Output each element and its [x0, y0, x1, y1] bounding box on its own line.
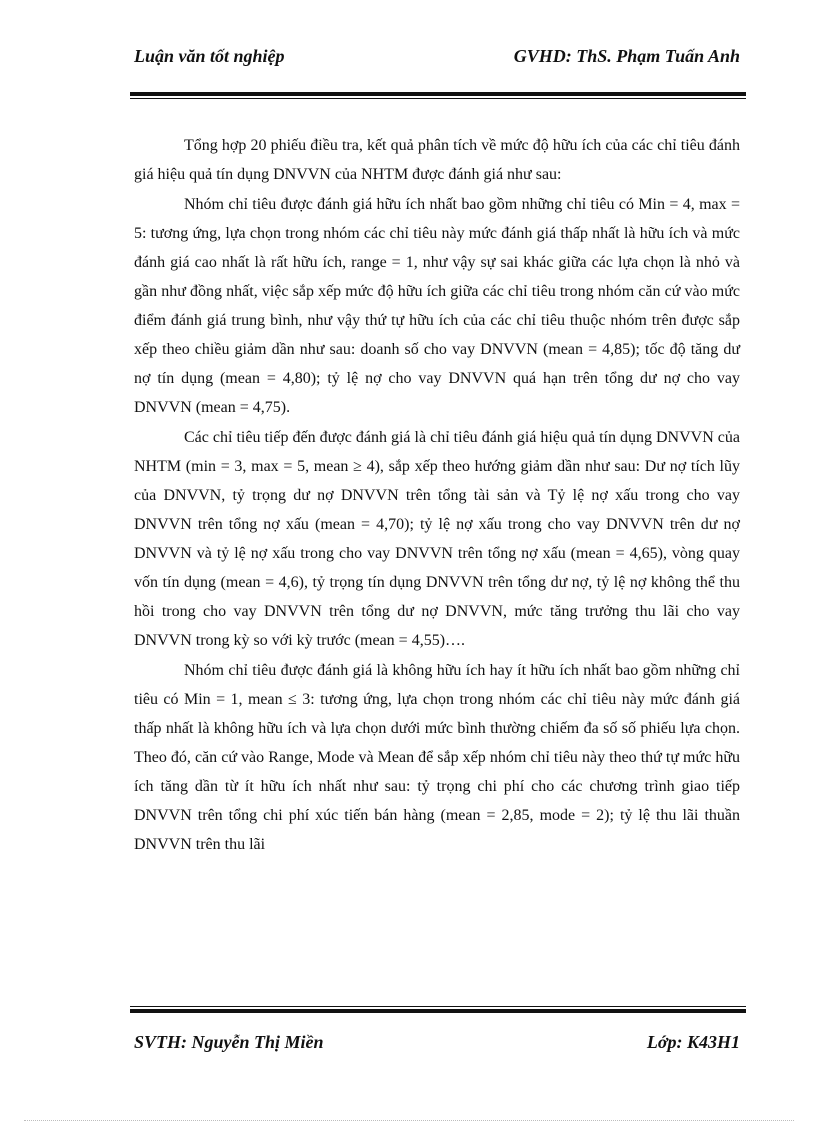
paragraph-3: Các chỉ tiêu tiếp đến được đánh giá là chỉ tiêu đánh giá hiệu quả tín dụng DNVVN của NHTM (min = 3, max = 5, mean ≥ 4), sắp xếp theo hướng giảm dần như sau: Dư nợ tích lũy của DNVVN, tỷ trọng dư nợ DNVVN trên tổng tài sản và Tỷ lệ nợ xấu trong cho vay DNVVN trên tổng nợ xấu (mean = 4,70); tỷ lệ nợ xấu trong cho vay DNVVN trên dư nợ DNVVN và tỷ lệ nợ xấu trong cho vay DNVVN trên tổng nợ xấu (mean = 4,65), vòng quay vốn tín dụng (mean = 4,6), tỷ trọng tín dụng DNVVN trên tổng dư nợ, tỷ lệ nợ không thể thu hồi trong cho vay DNVVN trên tổng dư nợ DNVVN, mức tăng trưởng thu lãi cho vay DNVVN trong kỳ so với kỳ trước (mean = 4,55)….	[134, 429, 740, 649]
footer-class: Lớp: K43H1	[646, 1032, 740, 1052]
footer-divider	[130, 1006, 746, 1013]
page-edge-dotted-line	[24, 1120, 794, 1121]
header-thesis-title: Luận văn tốt nghiệp	[134, 46, 285, 66]
page-header	[134, 46, 740, 76]
header-divider	[130, 92, 746, 99]
footer-student: SVTH: Nguyễn Thị Miền	[134, 1032, 324, 1052]
page-footer	[134, 1032, 740, 1062]
paragraph-2: Nhóm chỉ tiêu được đánh giá hữu ích nhất bao gồm những chỉ tiêu có Min = 4, max = 5: tương ứng, lựa chọn trong nhóm các chỉ tiêu này mức đánh giá thấp nhất là hữu ích và mức đánh giá cao nhất là rất hữu ích, range = 1, như vậy sự sai khác giữa các lựa chọn là nhỏ và gần như đồng nhất, việc sắp xếp mức độ hữu ích giữa các chỉ tiêu trong nhóm căn cứ vào mức điểm đánh giá trung bình, như vậy thứ tự hữu ích của các chỉ tiêu thuộc nhóm trên được sắp xếp theo chiều giảm dần như sau: doanh số cho vay DNVVN (mean = 4,85); tốc độ tăng dư nợ tín dụng (mean = 4,80); tỷ lệ nợ cho vay DNVVN quá hạn trên tổng dư nợ cho vay DNVVN (mean = 4,75).	[134, 196, 740, 416]
body-text	[134, 131, 740, 860]
paragraph-1: Tổng hợp 20 phiếu điều tra, kết quả phân tích về mức độ hữu ích của các chỉ tiêu đánh giá hiệu quả tín dụng DNVVN của NHTM được đánh giá như sau:	[134, 137, 740, 183]
header-supervisor: GVHD: ThS. Phạm Tuấn Anh	[513, 46, 740, 66]
paragraph-4: Nhóm chỉ tiêu được đánh giá là không hữu ích hay ít hữu ích nhất bao gồm những chỉ tiêu có Min = 1, mean ≤ 3: tương ứng, lựa chọn trong nhóm các chỉ tiêu này mức đánh giá thấp nhất là không hữu ích và lựa chọn dưới mức bình thường chiếm đa số số phiếu lựa chọn. Theo đó, căn cứ vào Range, Mode và Mean để sắp xếp nhóm chỉ tiêu này theo thứ tự mức hữu ích tăng dần từ ít hữu ích nhất như sau: tỷ trọng chi phí cho các chương trình giao tiếp DNVVN trên tổng chi phí xúc tiến bán hàng (mean = 2,85, mode = 2); tỷ lệ thu lãi thuần DNVVN trên thu lãi	[134, 662, 740, 853]
